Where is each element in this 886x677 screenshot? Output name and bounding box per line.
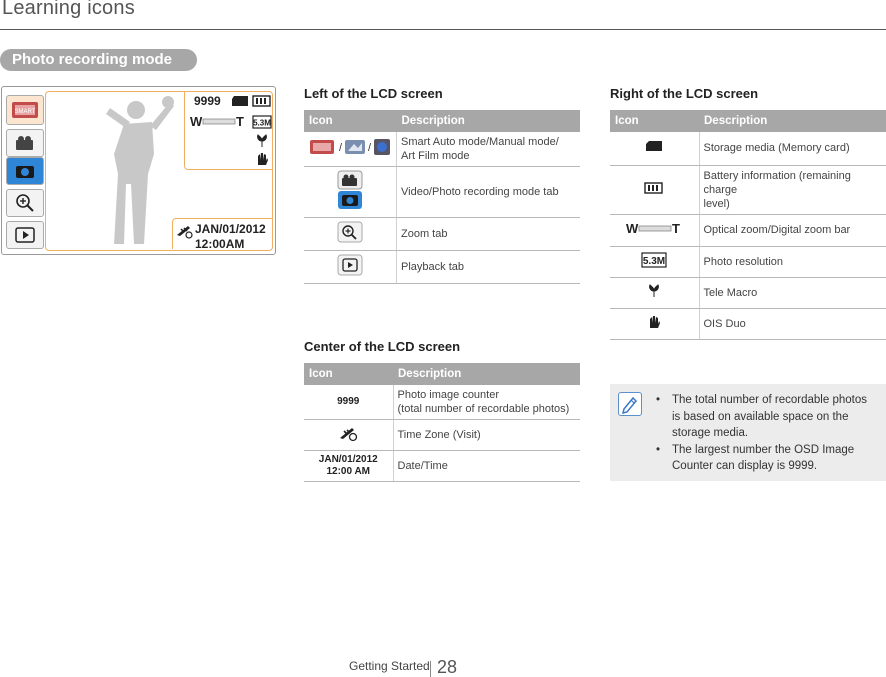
- time-zone-icon: [304, 420, 393, 451]
- table-row: [610, 165, 886, 214]
- zoom-tab-icon: [6, 189, 44, 217]
- description-cell: Photo resolution: [699, 246, 886, 277]
- description-cell: [397, 132, 581, 167]
- resolution-icon: [610, 246, 699, 277]
- title-divider: [0, 29, 886, 30]
- svg-text:W: W: [190, 114, 203, 128]
- footer-section-label: Getting Started: [349, 659, 430, 673]
- table-row: [610, 277, 886, 308]
- description-cell: OIS Duo: [699, 308, 886, 339]
- ois-duo-icon: [610, 308, 699, 339]
- svg-text:T: T: [236, 114, 244, 128]
- memory-card-icon: [230, 95, 250, 107]
- video-photo-tab-icon: [304, 167, 397, 218]
- lcd-date-time: [195, 222, 266, 252]
- svg-text:5.3M: 5.3M: [253, 118, 271, 128]
- svg-text:W: W: [626, 221, 639, 235]
- date-text: JAN/01/2012: [318, 454, 378, 465]
- table-row: [610, 132, 886, 165]
- lcd-date: JAN/01/2012: [195, 222, 266, 236]
- note-icon: [618, 392, 642, 416]
- video-tab-icon: [6, 129, 44, 157]
- table-row: [304, 420, 580, 451]
- description-line: Smart Auto mode/Manual mode/: [401, 136, 559, 148]
- right-icon-table: [610, 110, 886, 340]
- description-line: Art Film mode: [401, 150, 470, 162]
- col-header-description: Description: [393, 363, 580, 385]
- table-row: [304, 451, 580, 482]
- left-section-title: Left of the LCD screen: [304, 86, 443, 101]
- resolution-icon: [252, 115, 272, 129]
- col-header-description: Description: [397, 110, 581, 132]
- description-cell: Storage media (Memory card): [699, 132, 886, 165]
- description-line: Photo image counter: [397, 389, 500, 401]
- center-section-title: Center of the LCD screen: [304, 339, 461, 354]
- right-section-title: Right of the LCD screen: [610, 86, 759, 101]
- section-pill: Photo recording mode: [0, 49, 197, 71]
- table-row: [304, 167, 580, 218]
- table-row: [304, 218, 580, 251]
- description-cell: Video/Photo recording mode tab: [397, 167, 581, 218]
- zoom-tab-icon: [304, 218, 397, 251]
- tele-macro-icon: [610, 277, 699, 308]
- description-line: Battery information (remaining charge: [703, 169, 851, 196]
- description-cell: Zoom tab: [397, 218, 581, 251]
- battery-icon: [252, 95, 272, 107]
- description-cell: Time Zone (Visit): [393, 420, 580, 451]
- description-cell: Tele Macro: [699, 277, 886, 308]
- col-header-icon: Icon: [610, 110, 699, 132]
- svg-text:5.3M: 5.3M: [643, 255, 666, 267]
- photo-tab-icon: [6, 157, 44, 185]
- table-row: [610, 246, 886, 277]
- table-row: [304, 251, 580, 284]
- playback-tab-icon: [6, 221, 44, 249]
- table-row: [304, 385, 580, 420]
- description-cell: [393, 385, 580, 420]
- smart-auto-manual-artfilm-icons: [304, 132, 397, 167]
- ois-duo-icon: [255, 151, 269, 167]
- table-row: [610, 214, 886, 246]
- page-number: 28: [437, 657, 458, 677]
- note-item: • The total number of recordable photos is based on available space on the storage media.: [654, 392, 876, 442]
- smart-auto-icon: [6, 95, 44, 125]
- description-line: (total number of recordable photos): [397, 403, 570, 415]
- svg-text:/: /: [339, 142, 343, 154]
- playback-tab-icon: [304, 251, 397, 284]
- svg-text:SMART: SMART: [14, 109, 36, 115]
- lcd-time: 12:00AM: [195, 237, 245, 251]
- left-icon-table: [304, 110, 580, 284]
- table-row: [610, 308, 886, 339]
- lcd-photo-counter: 9999: [194, 94, 221, 108]
- description-cell: Date/Time: [393, 451, 580, 482]
- col-header-icon: Icon: [304, 110, 397, 132]
- note-item: • The largest number the OSD Image Counter can display is 9999.: [654, 442, 876, 475]
- description-line: level): [703, 197, 730, 210]
- lcd-left-tabs: [6, 91, 44, 251]
- time-text: 12:00 AM: [326, 466, 371, 477]
- zoom-bar-icon: [610, 214, 699, 246]
- battery-icon: [610, 165, 699, 214]
- svg-text:T: T: [672, 221, 681, 235]
- note-list: [654, 392, 876, 475]
- description-cell: Playback tab: [397, 251, 581, 284]
- time-zone-icon: [175, 223, 193, 239]
- lcd-illustration: [1, 86, 276, 255]
- description-cell: [699, 165, 886, 214]
- note-box: [610, 384, 886, 481]
- center-icon-table: [304, 363, 580, 482]
- zoom-bar-icon: [190, 114, 246, 128]
- table-row: [304, 132, 580, 167]
- date-time-icon: [304, 451, 393, 482]
- col-header-description: Description: [699, 110, 886, 132]
- page-title: Learning icons: [2, 0, 135, 19]
- memory-card-icon: [610, 132, 699, 165]
- photo-counter-icon: 9999: [304, 385, 393, 420]
- description-cell: Optical zoom/Digital zoom bar: [699, 214, 886, 246]
- col-header-icon: Icon: [304, 363, 393, 385]
- person-silhouette: [86, 94, 176, 249]
- footer-divider: [430, 661, 431, 677]
- tele-macro-icon: [255, 134, 269, 148]
- svg-text:/: /: [368, 142, 372, 154]
